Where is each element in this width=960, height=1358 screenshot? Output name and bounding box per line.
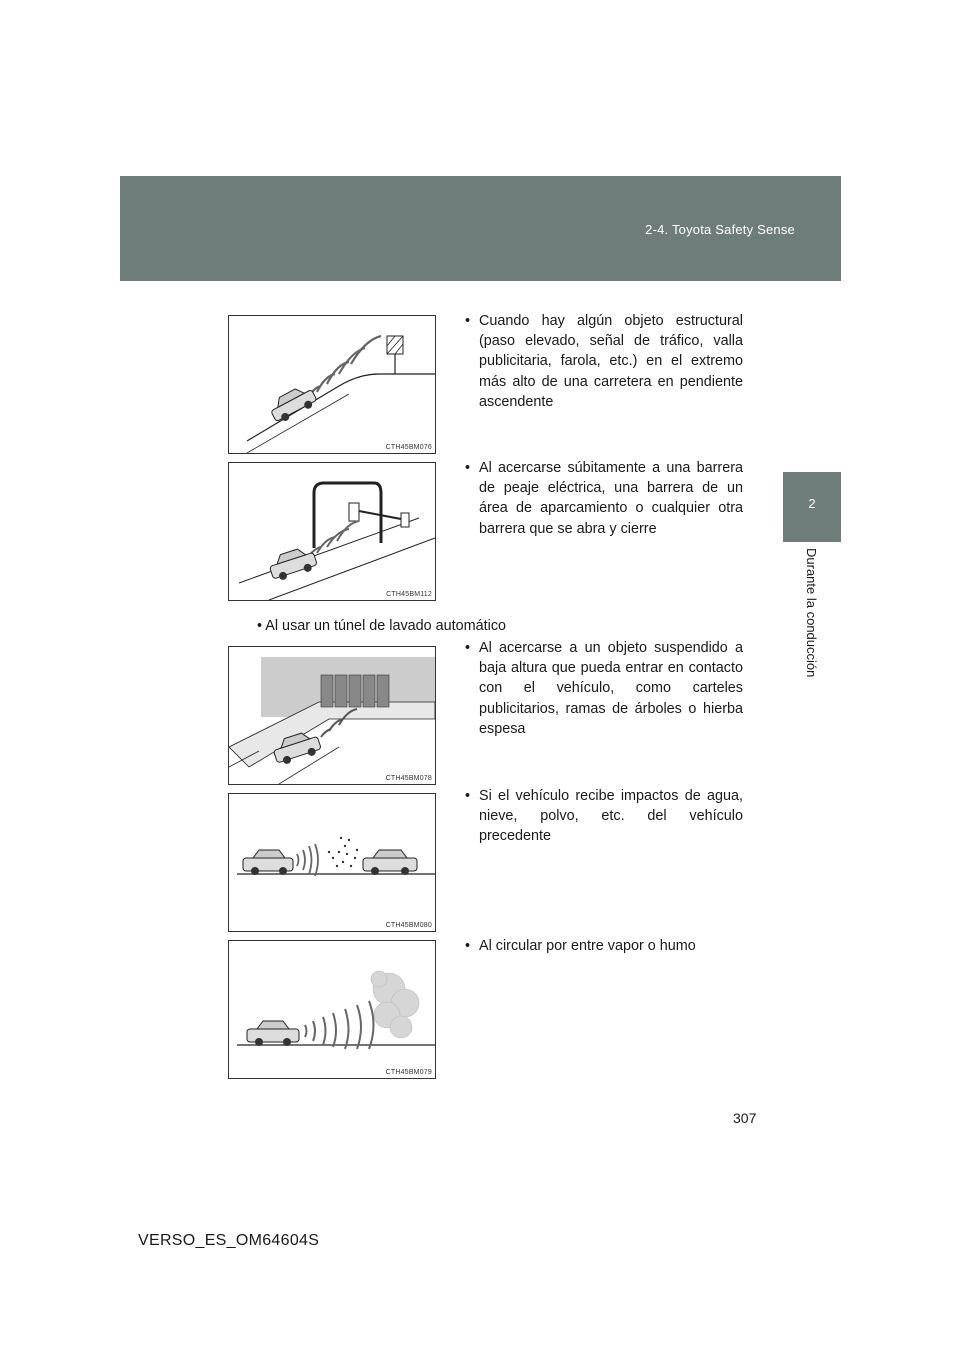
- figure-spray: [228, 793, 436, 932]
- chapter-number: 2: [808, 496, 816, 511]
- footer-code: VERSO_ES_OM64604S: [138, 1232, 320, 1249]
- bullet-item-text: Al circular por entre vapor o humo: [479, 938, 696, 954]
- bullet-item: [465, 638, 743, 739]
- section-title: 2-4. Toyota Safety Sense: [645, 222, 795, 237]
- figure-code: CTH45BM078: [385, 775, 432, 782]
- figure-code: CTH45BM112: [386, 591, 432, 598]
- toll-barrier-illustration: [229, 463, 435, 600]
- uphill-sign-illustration: [229, 316, 435, 453]
- bullet-glyph: •: [257, 618, 263, 634]
- bullet-item: [465, 458, 743, 539]
- bullet-item-text: Cuando hay algún objeto estructural (paso elevado, señal de tráfico, valla publicitaria, farola, etc.) en el extremo más alto de una carretera en pendiente ascendente: [479, 313, 743, 410]
- chapter-label: [784, 548, 840, 748]
- bullet-item-text: Al usar un túnel de lavado automático: [265, 618, 507, 634]
- figure-low-object: [228, 646, 436, 785]
- smoke-illustration: [229, 941, 435, 1078]
- figure-code: CTH45BM076: [385, 444, 432, 451]
- page-number: 307: [733, 1110, 757, 1126]
- figure-smoke: [228, 940, 436, 1079]
- bullet-item-text: Al acercarse súbitamente a una barrera de peaje eléctrica, una barrera de un área de aparcamiento o cualquier otra barrera que se abra y cierre: [479, 460, 743, 537]
- chapter-tab: [783, 472, 841, 542]
- bullet-item: [465, 936, 743, 956]
- bullet-glyph: •: [465, 313, 471, 329]
- figure-toll-barrier: [228, 462, 436, 601]
- figure-code: CTH45BM080: [385, 922, 432, 929]
- bullet-item-text: Si el vehículo recibe impactos de agua, nieve, polvo, etc. del vehículo precedente: [479, 788, 743, 845]
- section-header: [120, 176, 841, 281]
- spray-illustration: [229, 794, 435, 931]
- bullet-item-text: Al acercarse a un objeto suspendido a baja altura que pueda entrar en contacto con el vehículo, como carteles publicitarios, ramas de árboles o hierba espesa: [479, 640, 743, 737]
- figure-uphill-sign: [228, 315, 436, 454]
- chapter-label-text: Durante la conducción: [804, 548, 819, 678]
- bullet-glyph: •: [465, 788, 471, 804]
- bullet-item: [465, 311, 743, 412]
- figure-code: CTH45BM079: [385, 1069, 432, 1076]
- low-object-illustration: [229, 647, 435, 784]
- bullet-item: [465, 786, 743, 847]
- bullet-item-carwash: [257, 616, 737, 636]
- bullet-glyph: •: [465, 938, 471, 954]
- bullet-glyph: •: [465, 460, 471, 476]
- bullet-glyph: •: [465, 640, 471, 656]
